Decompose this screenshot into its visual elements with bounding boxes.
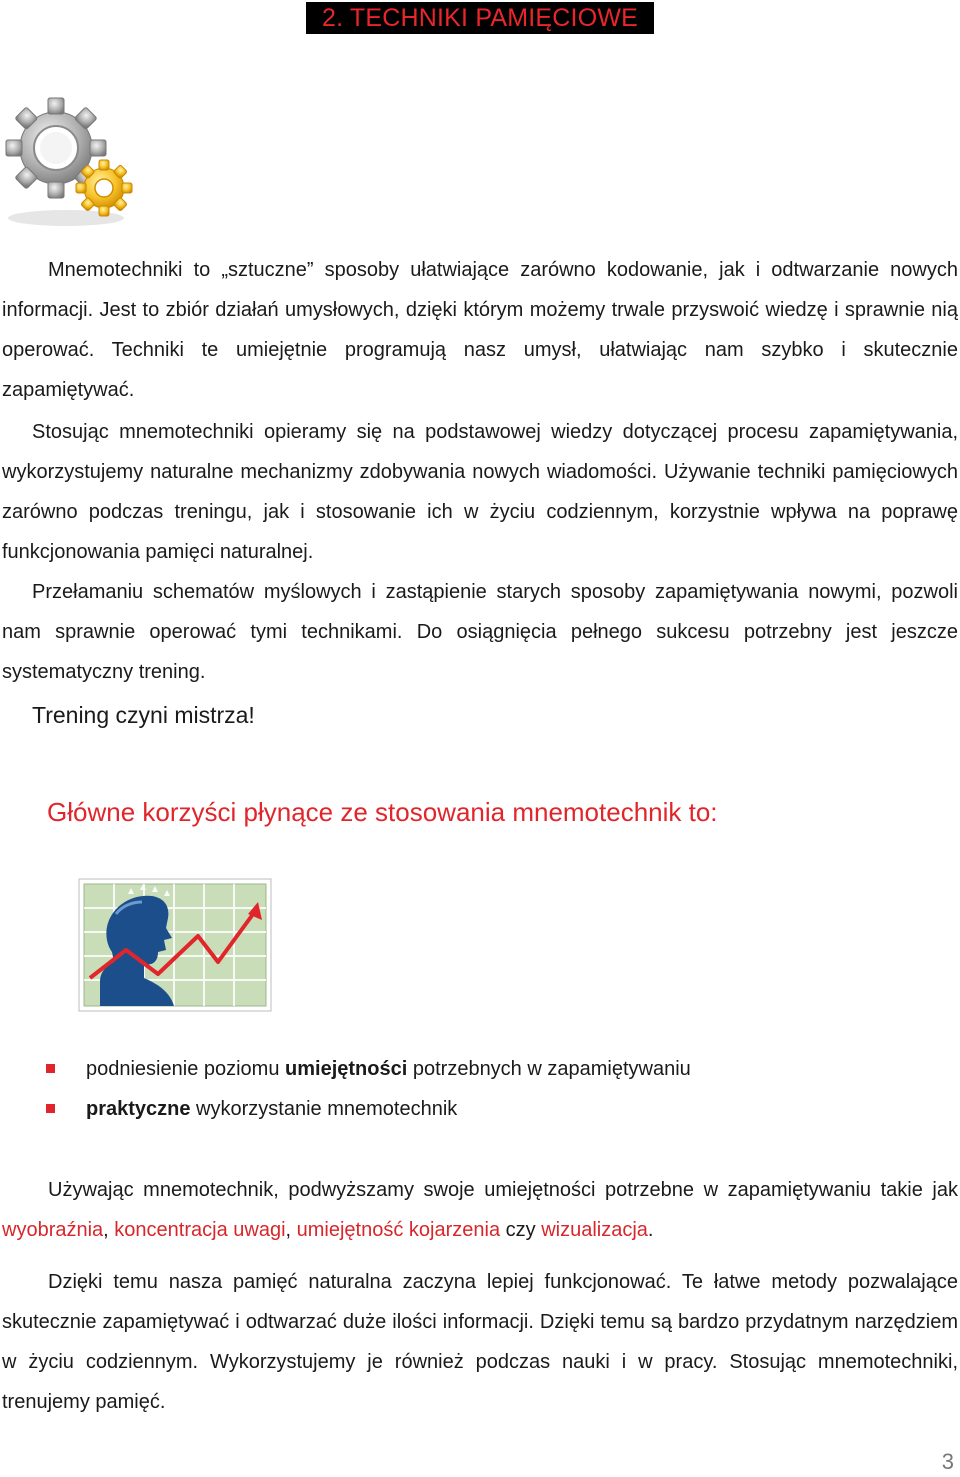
usage-paragraph: Używając mnemotechnik, podwyższamy swoje umiejętności potrzebne w zapamiętywaniu takie jak wyobraźnia, koncentracja uwagi, umiejętność kojarzenia czy wizualizacja. (2, 1179, 958, 1241)
page-number: 3 (941, 1449, 954, 1474)
skill-concentration: koncentracja uwagi (114, 1219, 286, 1241)
square-bullet-icon (46, 1064, 55, 1073)
rising-chart-head-icon (78, 878, 272, 1012)
benefits-list (46, 1049, 691, 1129)
list-item: podniesienie poziomu umiejętności potrzebnych w zapamiętywaniu (46, 1049, 691, 1089)
skill-association: umiejętność kojarzenia (296, 1219, 501, 1241)
skill-visualization: wizualizacja (541, 1219, 648, 1241)
closing-paragraph: Dzięki temu nasza pamięć naturalna zaczyna lepiej funkcjonować. Te łatwe metody pozwalające skutecznie zapamiętywać i odtwarzać duże ilości informacji. Dzięki temu są bardzo przydatnym narzędziem w życiu codziennym. Wykorzystujemy je również podczas nauki i w pracy. Stosując mnemotechniki, trenujemy pamięć. (2, 1271, 958, 1413)
square-bullet-icon (46, 1104, 55, 1113)
page-title: 2. TECHNIKI PAMIĘCIOWE (306, 2, 654, 34)
intro-paragraph-3: Przełamaniu schematów myślowych i zastąpienie starych sposoby zapamiętywania nowymi, pozwoli nam sprawnie operować tymi technikami. Do osiągnięcia pełnego sukcesu potrzebny jest jeszcze systematyczny trening. (2, 581, 958, 683)
list-item: praktyczne wykorzystanie mnemotechnik (46, 1089, 691, 1129)
motto: Trening czyni mistrza! (32, 702, 255, 728)
skill-imagination: wyobraźnia (2, 1219, 104, 1241)
gears-icon (4, 96, 134, 230)
intro-paragraph-2: Stosując mnemotechniki opieramy się na podstawowej wiedzy dotyczącej procesu zapamiętywania, wykorzystujemy naturalne mechanizmy zdobywania nowych wiadomości. Używanie techniki pamięciowych zarówno podczas treningu, jak i stosowanie ich w życiu codziennym, korzystnie wpływa na poprawę funkcjonowania pamięci naturalnej. (2, 421, 958, 563)
benefits-heading: Główne korzyści płynące ze stosowania mnemotechnik to: (47, 797, 718, 827)
intro-paragraph-1: Mnemotechniki to „sztuczne” sposoby ułatwiające zarówno kodowanie, jak i odtwarzanie nowych informacji. Jest to zbiór działań umysłowych, dzięki którym możemy trwale przyswoić wiedzę i sprawnie nią operować. Techniki te umiejętnie programują nasz umysł, ułatwiając nam szybko i skutecznie zapamiętywać. (2, 259, 958, 401)
